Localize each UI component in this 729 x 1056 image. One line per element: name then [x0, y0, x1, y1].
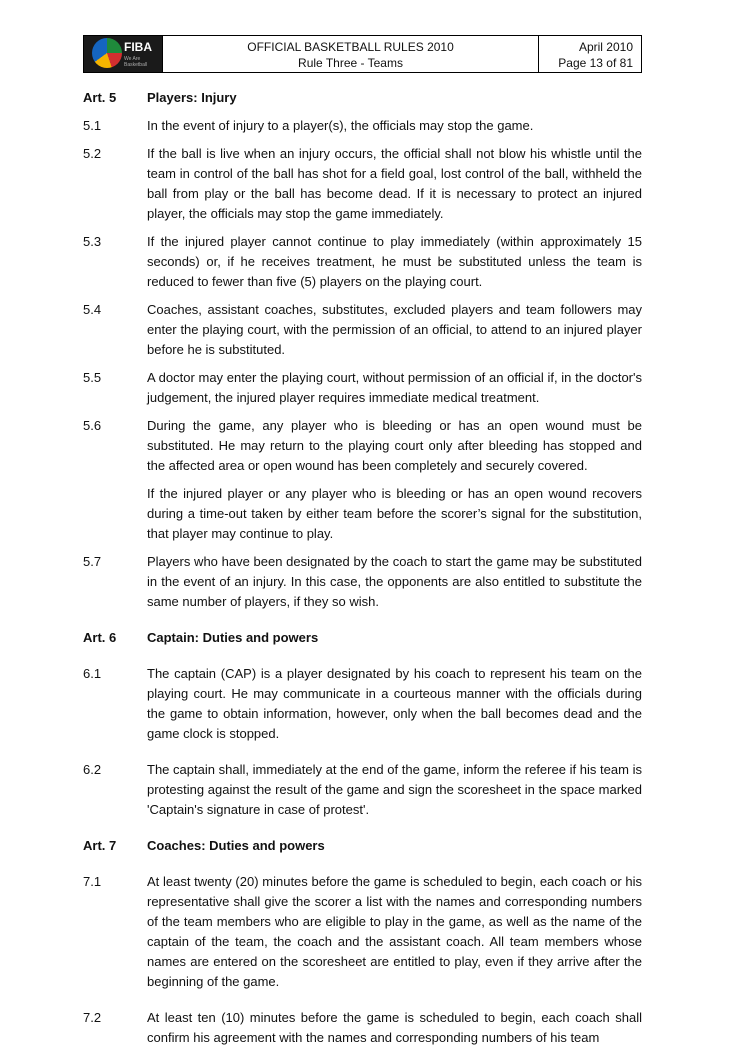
- article-number: Art. 5: [83, 90, 117, 105]
- rule-number: 5.7: [83, 554, 102, 569]
- rule-item: [83, 484, 642, 544]
- header-date: April 2010: [578, 40, 633, 54]
- rule-text: In the event of injury to a player(s), the officials may stop the game.: [147, 118, 534, 133]
- rule-text: During the game, any player who is bleeding or has an open wound must be substituted. He may return to the playing court only after bleeding has stopped and the affected area or open wound has been completely and securely covered.: [147, 418, 642, 473]
- logo-subtext: We Are Basketball: [124, 56, 148, 68]
- rule-text: At least ten (10) minutes before the game is scheduled to begin, each coach shall confirm his agreement with the names and corresponding numbers of his team: [147, 1010, 642, 1045]
- article-title: Players: Injury: [147, 90, 237, 105]
- rule-text: A doctor may enter the playing court, without permission of an official if, in the doctor's judgement, the injured player requires immediate medical treatment.: [147, 370, 642, 405]
- article-number: Art. 7: [83, 838, 117, 853]
- rule-item: [83, 1008, 642, 1048]
- rule-text: The captain shall, immediately at the end of the game, inform the referee if his team is protesting against the result of the game and sign the scoresheet in the space marked 'Captain's signature in case of protest'.: [147, 762, 642, 817]
- rule-number: 5.4: [83, 302, 102, 317]
- rule-text: If the ball is live when an injury occurs, the official shall not blow his whistle until the team in control of the ball has shot for a field goal, lost control of the ball, withheld the ball from play or the ball has become dead. If it is necessary to protect an injured player, the officials may stop the game immediately.: [147, 146, 642, 221]
- rule-item: [83, 552, 642, 612]
- rule-number: 5.6: [83, 418, 102, 433]
- logo-text: FIBA: [124, 40, 152, 54]
- article-heading: [83, 88, 642, 108]
- header-date-block: [539, 36, 641, 72]
- page-header: [83, 35, 642, 73]
- article-heading: [83, 628, 642, 648]
- rule-text: The captain (CAP) is a player designated by his coach to represent his team on the playing court. He may communicate in a courteous manner with the officials during the game to obtain information, however, only when the ball becomes dead and the game clock is stopped.: [147, 666, 642, 741]
- article-number: Art. 6: [83, 630, 117, 645]
- rule-text: Players who have been designated by the coach to start the game may be substituted in the event of an injury. In this case, the opponents are also entitled to substitute the same number of players, if they so wish.: [147, 554, 642, 609]
- rule-item: [83, 144, 642, 224]
- rule-item: [83, 232, 642, 292]
- basketball-icon: [92, 38, 122, 68]
- rule-item: [83, 116, 642, 136]
- rules-content: [83, 88, 642, 1056]
- rule-text: If the injured player or any player who is bleeding or has an open wound recovers during a time-out taken by either team before the scorer’s signal for the substitution, that player may continue to play.: [147, 486, 642, 541]
- rule-item: [83, 664, 642, 744]
- rule-item: [83, 872, 642, 992]
- rule-number: 7.2: [83, 1010, 102, 1025]
- rule-number: 5.3: [83, 234, 102, 249]
- rule-item: [83, 368, 642, 408]
- rule-number: 6.1: [83, 666, 102, 681]
- header-title-line1: OFFICIAL BASKETBALL RULES 2010: [247, 40, 454, 54]
- header-title-line2: Rule Three - Teams: [298, 56, 403, 70]
- fiba-logo: [84, 36, 163, 72]
- article-title: Coaches: Duties and powers: [147, 838, 325, 853]
- header-page-number: Page 13 of 81: [558, 56, 633, 70]
- rule-number: 7.1: [83, 874, 102, 889]
- rule-item: [83, 760, 642, 820]
- article-heading: [83, 836, 642, 856]
- rule-item: [83, 416, 642, 476]
- rule-number: 6.2: [83, 762, 102, 777]
- rule-number: [83, 484, 147, 544]
- rule-text: If the injured player cannot continue to play immediately (within approximately 15 seconds) or, if he receives treatment, he must be substituted unless the team is reduced to fewer than five (5) players on the playing court.: [147, 234, 642, 289]
- rule-number: 5.1: [83, 118, 102, 133]
- rule-number: 5.5: [83, 370, 102, 385]
- rule-number: 5.2: [83, 146, 102, 161]
- rule-item: [83, 300, 642, 360]
- rule-text: Coaches, assistant coaches, substitutes, excluded players and team followers may enter the playing court, with the permission of an official, to attend to an injured player before he is substituted.: [147, 302, 642, 357]
- article-title: Captain: Duties and powers: [147, 630, 319, 645]
- header-title: [163, 36, 539, 72]
- rule-text: At least twenty (20) minutes before the game is scheduled to begin, each coach or his representative shall give the scorer a list with the names and corresponding numbers of the team members who are eligible to play in the game, as well as the name of the captain of the team, the coach and the assistant coach. All team members whose names are entered on the scoresheet are entitled to play, even if they arrive after the beginning of the game.: [147, 874, 642, 989]
